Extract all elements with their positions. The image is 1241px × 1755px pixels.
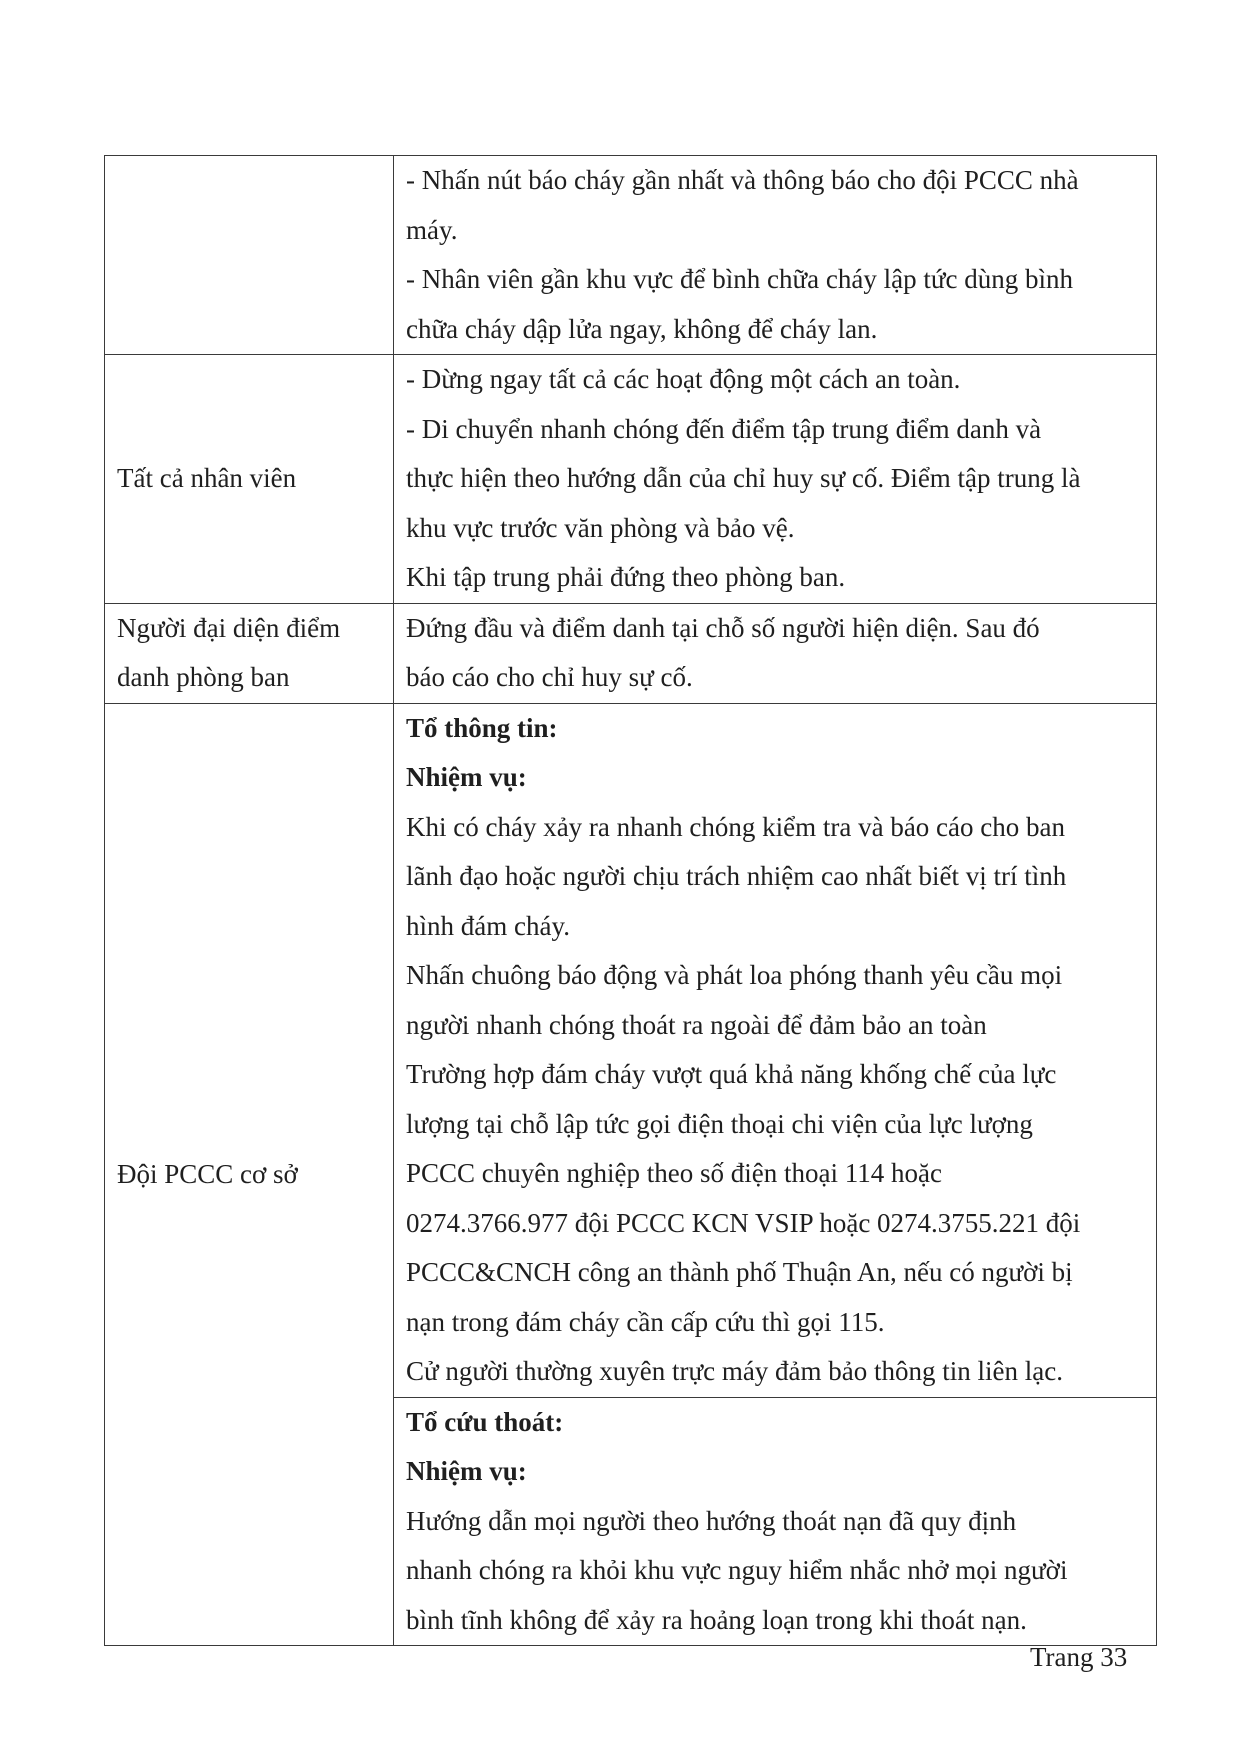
task-subheading: Nhiệm vụ: — [406, 1456, 527, 1486]
role-cell — [105, 355, 394, 604]
task-subheading: Nhiệm vụ: — [406, 762, 527, 792]
duty-line: Hướng dẫn mọi người theo hướng thoát nạn đã quy định — [406, 1505, 1017, 1536]
duty-line: nhanh chóng ra khỏi khu vực nguy hiểm nhắc nhở mọi người — [406, 1555, 1068, 1585]
duty-cell — [394, 603, 1157, 703]
duty-line: - Nhấn nút báo cháy gần nhất và thông báo cho đội PCCC nhà — [406, 165, 1079, 195]
page-number: Trang 33 — [1030, 1642, 1128, 1672]
duty-line: lãnh đạo hoặc người chịu trách nhiệm cao nhất biết vị trí tình — [406, 861, 1067, 891]
duty-line: máy. — [406, 214, 458, 245]
role-label: Đội PCCC cơ sở — [117, 1158, 298, 1189]
duty-line: Đứng đầu và điểm danh tại chỗ số người hiện diện. Sau đó — [406, 612, 1040, 643]
duty-line: người nhanh chóng thoát ra ngoài để đảm bảo an toàn — [406, 1009, 987, 1040]
duty-line: báo cáo cho chỉ huy sự cố. — [406, 662, 693, 692]
table-row — [105, 603, 1157, 703]
duty-line: Khi tập trung phải đứng theo phòng ban. — [406, 562, 846, 592]
role-cell-empty — [105, 156, 394, 355]
role-label: Tất cả nhân viên — [117, 463, 297, 493]
duty-line: thực hiện theo hướng dẫn của chỉ huy sự cố. Điểm tập trung là — [406, 463, 1081, 493]
role-cell — [105, 703, 394, 1646]
duty-line: lượng tại chỗ lập tức gọi điện thoại chi viện của lực lượng — [406, 1108, 1033, 1139]
duty-cell — [394, 355, 1157, 604]
duty-cell — [394, 156, 1157, 355]
table-row — [105, 703, 1157, 1397]
responsibility-table — [104, 155, 1157, 1646]
duty-line: Khi có cháy xảy ra nhanh chóng kiểm tra và báo cáo cho ban — [406, 811, 1065, 842]
duty-line: chữa cháy dập lửa ngay, không để cháy lan. — [406, 313, 878, 344]
duty-line: bình tĩnh không để xảy ra hoảng loạn trong khi thoát nạn. — [406, 1604, 1027, 1635]
team-heading: Tổ thông tin: — [406, 712, 558, 743]
duty-line: khu vực trước văn phòng và bảo vệ. — [406, 512, 795, 543]
role-label: Người đại diện điểm — [117, 612, 341, 643]
duty-line: Trường hợp đám cháy vượt quá khả năng khống chế của lực — [406, 1059, 1057, 1089]
role-cell — [105, 603, 394, 703]
duty-line: 0274.3766.977 đội PCCC KCN VSIP hoặc 0274.3755.221 đội — [406, 1207, 1081, 1238]
duty-cell — [394, 703, 1157, 1397]
table-row — [105, 156, 1157, 355]
duty-line: PCCC&CNCH công an thành phố Thuận An, nếu có người bị — [406, 1257, 1073, 1287]
duty-line: - Dừng ngay tất cả các hoạt động một cách an toàn. — [406, 364, 961, 394]
duty-line: - Nhân viên gần khu vực để bình chữa cháy lập tức dùng bình — [406, 264, 1073, 294]
role-label: danh phòng ban — [117, 662, 290, 692]
duty-line: Nhấn chuông báo động và phát loa phóng thanh yêu cầu mọi — [406, 960, 1063, 990]
duty-line: hình đám cháy. — [406, 910, 570, 941]
duty-line: PCCC chuyên nghiệp theo số điện thoại 114 hoặc — [406, 1158, 942, 1188]
duty-line: Cử người thường xuyên trực máy đảm bảo thông tin liên lạc. — [406, 1356, 1063, 1386]
duty-line: - Di chuyển nhanh chóng đến điểm tập trung điểm danh và — [406, 413, 1042, 444]
duty-line: nạn trong đám cháy cần cấp cứu thì gọi 115. — [406, 1306, 885, 1337]
table-row — [105, 355, 1157, 604]
duty-cell — [394, 1397, 1157, 1646]
team-heading: Tổ cứu thoát: — [406, 1406, 564, 1437]
